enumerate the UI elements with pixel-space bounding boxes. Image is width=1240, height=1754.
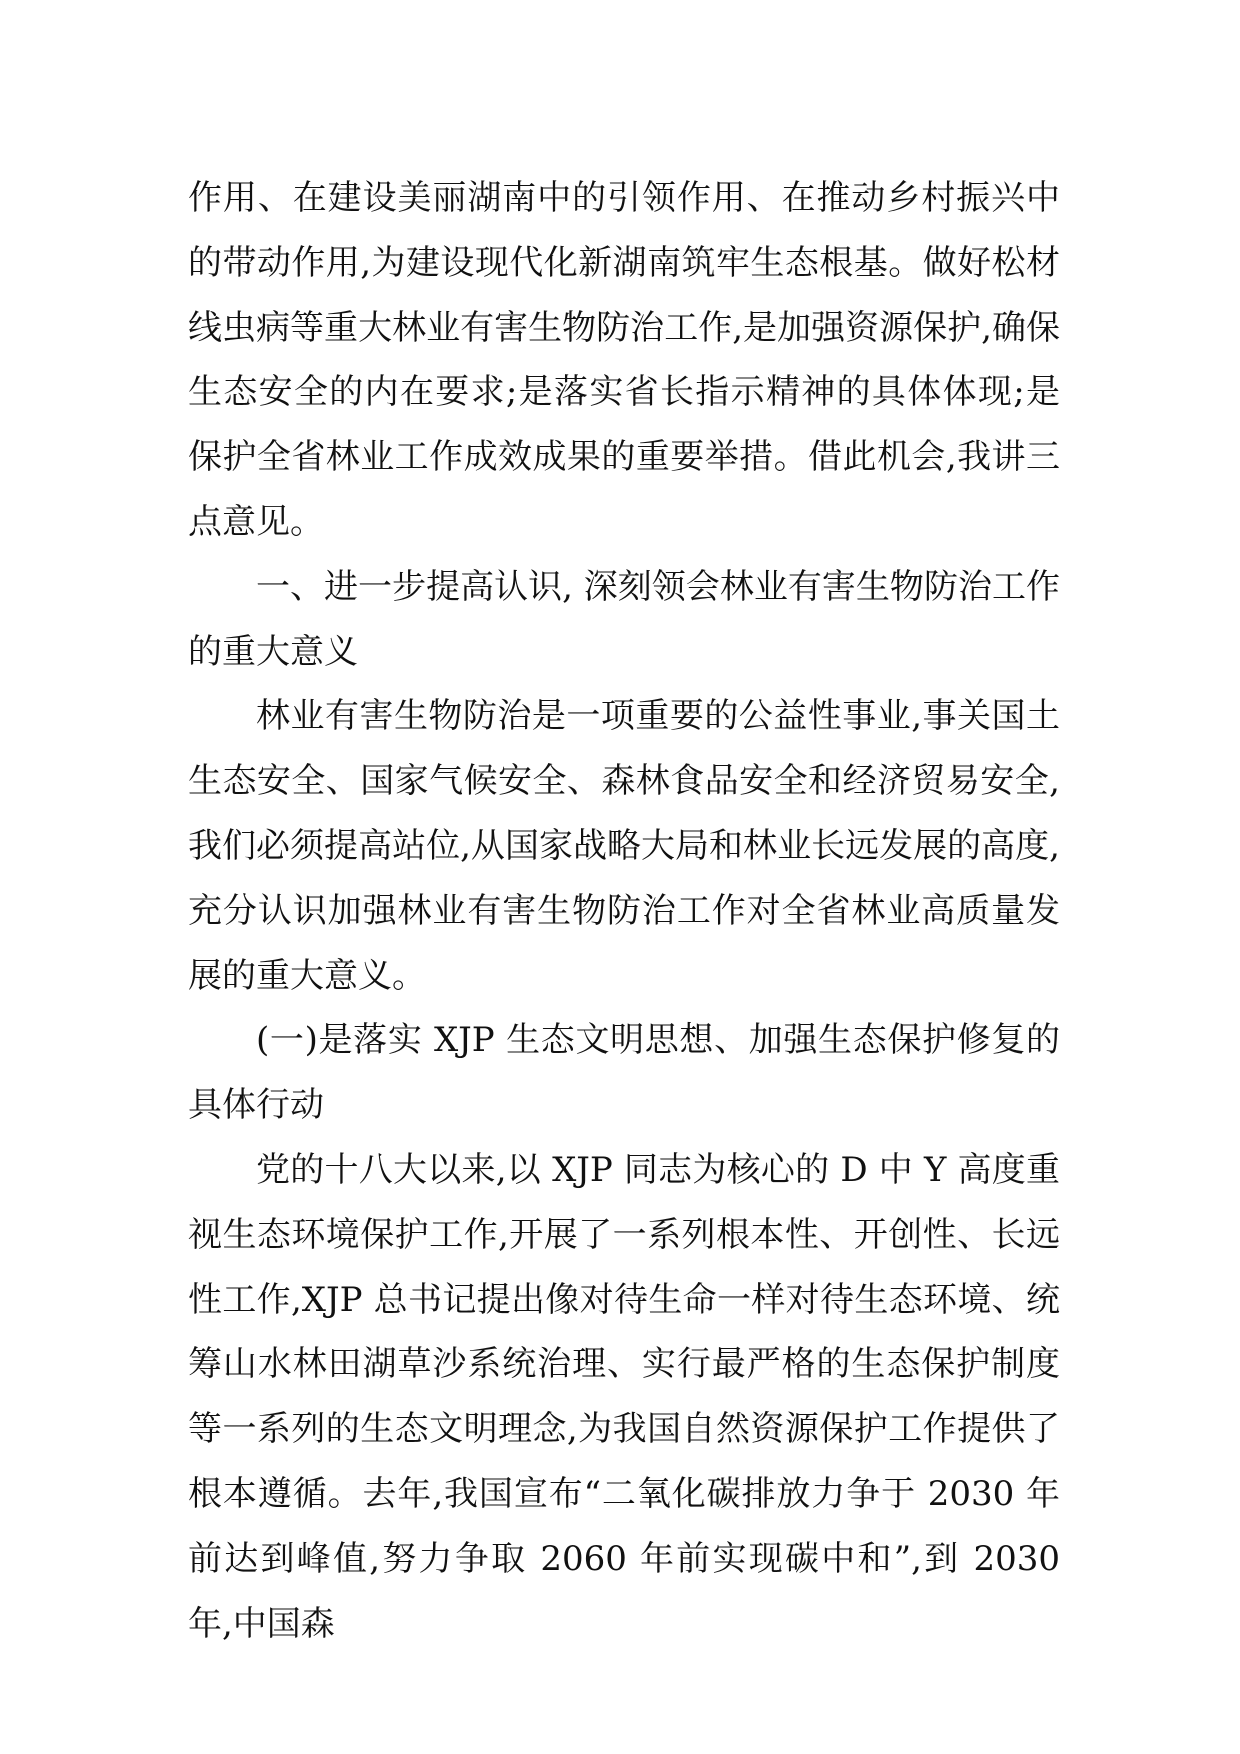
section-heading-1: 一、进一步提高认识, 深刻领会林业有害生物防治工作的重大意义 (188, 566, 1060, 672)
paragraph-intro: 作用、在建设美丽湖南中的引领作用、在推动乡村振兴中的带动作用,为建设现代化新湖南筑牢生态根基。做好松材线虫病等重大林业有害生物防治工作,是加强资源保护,确保生态安全的内在要求;是落实省长指示精神的具体体现;是保护全省林业工作成效成果的重要举措。借此机会,我讲三点意见。 (188, 178, 1060, 542)
subsection-heading-1: (一)是落实 XJP 生态文明思想、加强生态保护修复的具体行动 (188, 1020, 1060, 1126)
paragraph-ecological-civilization: 党的十八大以来,以 XJP 同志为核心的 D 中 Y 高度重视生态环境保护工作,开展了一系列根本性、开创性、长远性工作,XJP 总书记提出像对待生命一样对待生态环境、统筹山水林田湖草沙系统治理、实行最严格的生态保护制度等一系列的生态文明理念,为我国自然资源保护工作提供了根本遵循。去年,我国宣布“二氧化碳排放力争于 2030 年前达到峰值,努力争取 2060 年前实现碳中和”,到 2030 年,中国森 (188, 1149, 1060, 1644)
document-body (188, 166, 1060, 1656)
paragraph-significance: 林业有害生物防治是一项重要的公益性事业,事关国土生态安全、国家气候安全、森林食品安全和经济贸易安全,我们必须提高站位,从国家战略大局和林业长远发展的高度,充分认识加强林业有害生物防治工作对全省林业高质量发展的重大意义。 (188, 696, 1060, 996)
